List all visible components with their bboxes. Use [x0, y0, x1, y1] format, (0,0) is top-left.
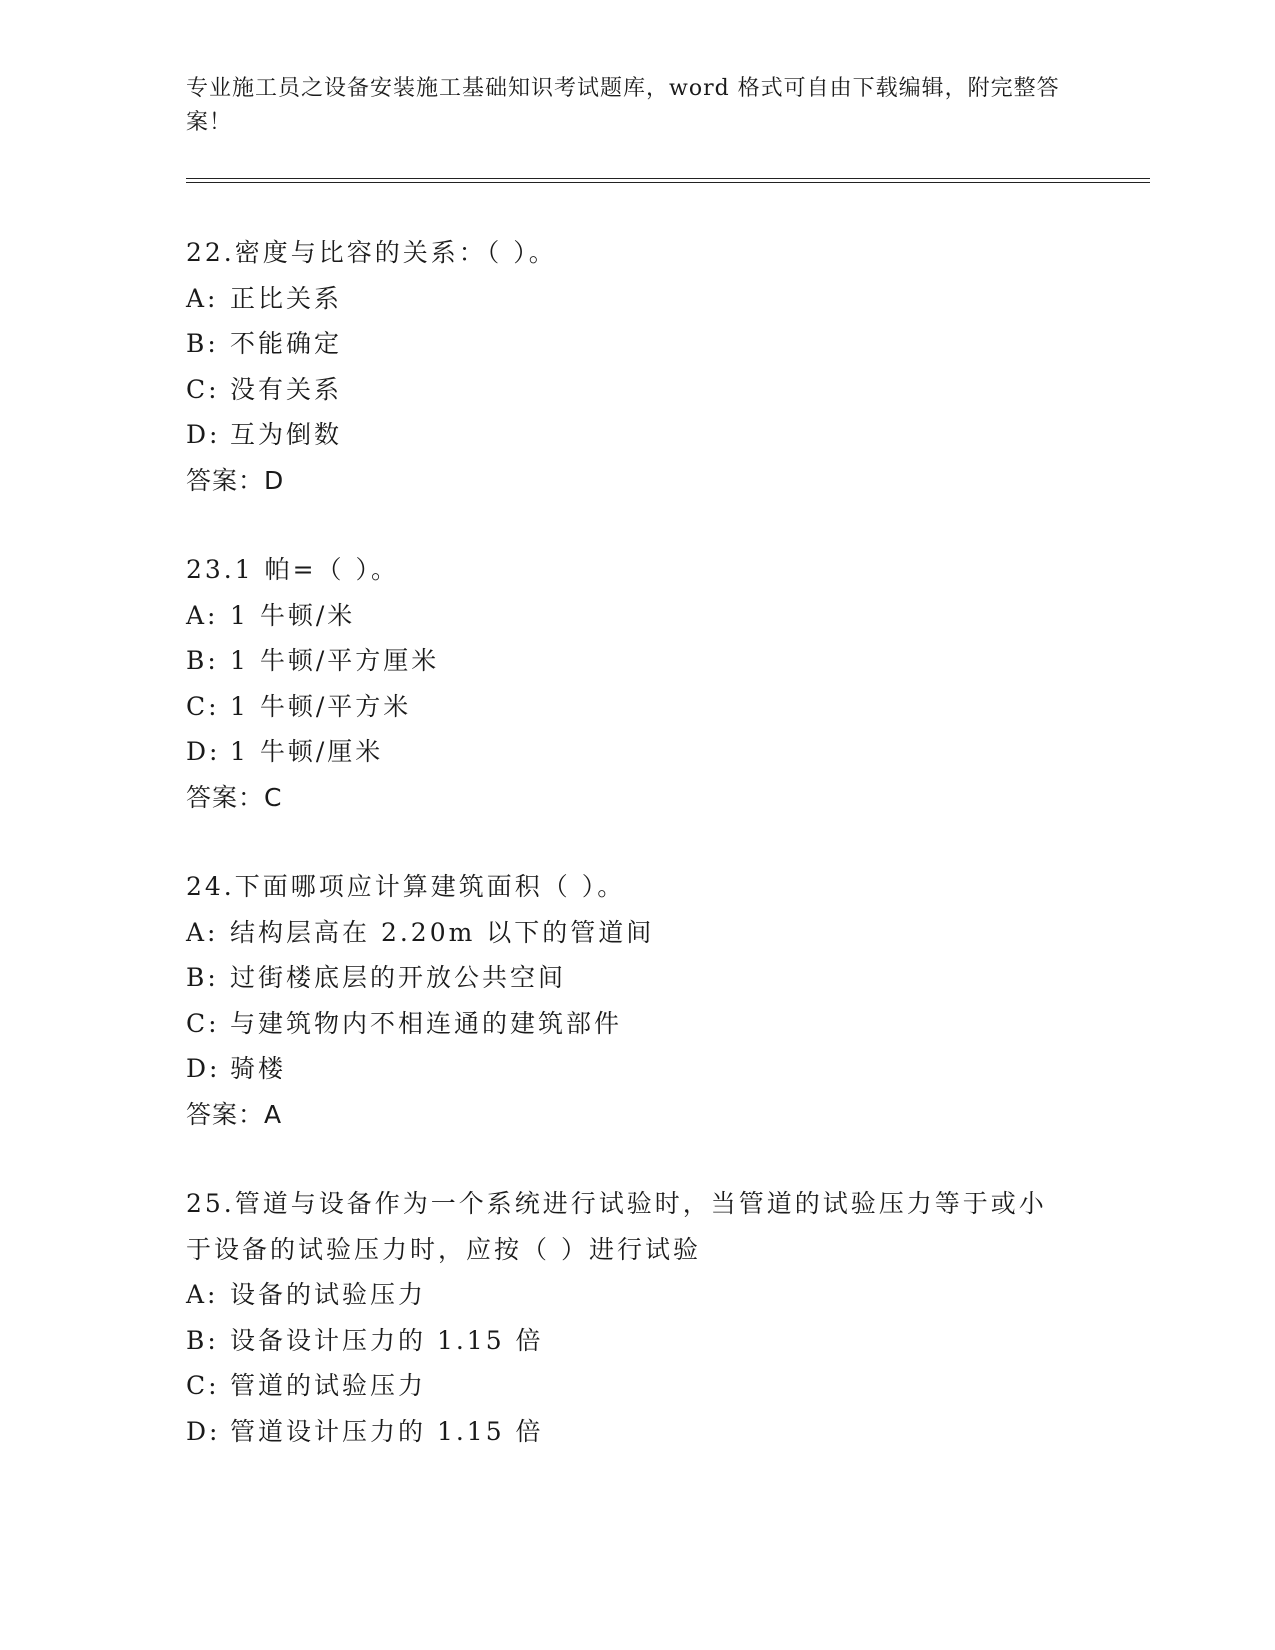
- option-c: [186, 1001, 1086, 1047]
- option-text: 管道的试验压力: [230, 1371, 427, 1400]
- option-key: D:: [186, 1416, 221, 1446]
- option-key: B:: [186, 329, 219, 358]
- option-a: [186, 910, 1086, 956]
- option-text: 1 牛顿/厘米: [230, 737, 384, 766]
- option-text: 设备的试验压力: [230, 1280, 427, 1309]
- header-rule-bottom: [186, 182, 1150, 183]
- option-c: [186, 684, 1086, 730]
- question-23: [186, 547, 1086, 820]
- option-key: A:: [186, 283, 219, 313]
- option-key: B:: [186, 1325, 219, 1355]
- option-c: [186, 367, 1086, 413]
- question-22: [186, 230, 1086, 503]
- option-d: [186, 412, 1086, 458]
- header-rule-top: [186, 178, 1150, 179]
- option-text: 设备设计压力的 1.15 倍: [230, 1325, 544, 1355]
- option-b: [186, 955, 1086, 1001]
- option-key: D:: [186, 737, 221, 766]
- option-text: 不能确定: [230, 329, 343, 358]
- option-text: 过街楼底层的开放公共空间: [230, 963, 567, 992]
- answer-line: 答案：A: [186, 1099, 283, 1129]
- option-b: [186, 638, 1086, 684]
- option-key: C:: [186, 691, 220, 721]
- option-text: 1 牛顿/平方厘米: [230, 646, 440, 675]
- question-stem: 25.管道与设备作为一个系统进行试验时，当管道的试验压力等于或小于设备的试验压力时，应按（ ）进行试验: [186, 1189, 1047, 1264]
- option-key: D:: [186, 420, 221, 449]
- option-text: 管道设计压力的 1.15 倍: [230, 1416, 544, 1446]
- option-key: D:: [186, 1054, 221, 1083]
- option-text: 正比关系: [230, 283, 343, 313]
- option-key: A:: [186, 1280, 219, 1309]
- question-stem: 23.1 帕=（ ）。: [186, 555, 400, 584]
- document-header: 专业施工员之设备安装施工基础知识考试题库，word 格式可自由下载编辑，附完整答案！: [186, 76, 1060, 135]
- question-24: [186, 864, 1086, 1137]
- option-key: A:: [186, 600, 219, 630]
- option-text: 结构层高在 2.20m 以下的管道间: [230, 917, 655, 947]
- option-key: B:: [186, 963, 219, 992]
- option-key: C:: [186, 1008, 220, 1038]
- option-c: [186, 1363, 1086, 1409]
- option-text: 没有关系: [230, 374, 343, 404]
- question-25: [186, 1181, 1086, 1454]
- option-key: A:: [186, 917, 219, 947]
- option-b: [186, 1318, 1086, 1364]
- answer-line: 答案：C: [186, 782, 283, 812]
- option-text: 骑楼: [230, 1054, 287, 1083]
- option-key: B:: [186, 646, 219, 675]
- option-b: [186, 321, 1086, 367]
- answer-line: 答案：D: [186, 465, 285, 495]
- option-a: [186, 593, 1086, 639]
- option-text: 1 牛顿/米: [230, 600, 356, 630]
- option-key: C:: [186, 1371, 220, 1400]
- question-stem: 22.密度与比容的关系：（ ）。: [186, 238, 557, 267]
- option-text: 互为倒数: [230, 420, 343, 449]
- option-d: [186, 729, 1086, 775]
- question-stem: 24.下面哪项应计算建筑面积（ ）。: [186, 872, 626, 901]
- option-a: [186, 1272, 1086, 1318]
- option-key: C:: [186, 374, 220, 404]
- option-text: 与建筑物内不相连通的建筑部件: [230, 1008, 623, 1038]
- option-d: [186, 1046, 1086, 1092]
- option-a: [186, 276, 1086, 322]
- option-text: 1 牛顿/平方米: [230, 691, 412, 721]
- option-d: [186, 1409, 1086, 1455]
